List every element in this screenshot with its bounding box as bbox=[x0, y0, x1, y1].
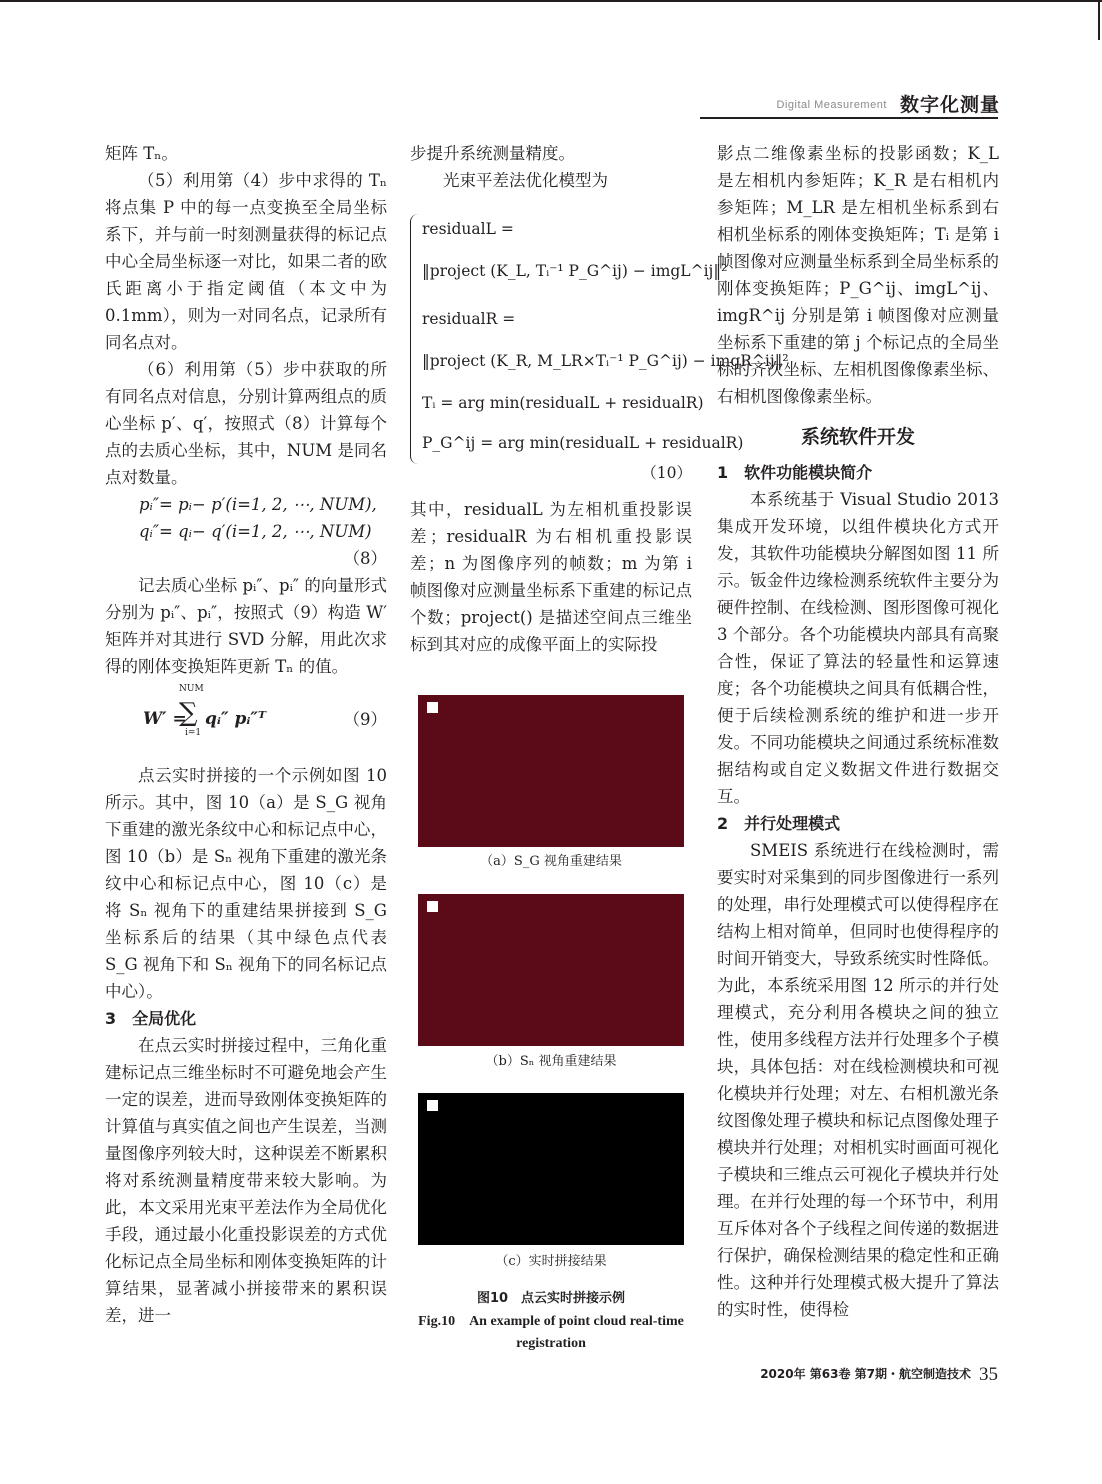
equation-10-line1: residualL = bbox=[422, 220, 514, 238]
paragraph-global-optimization: 在点云实时拼接过程中，三角化重建标记点三维坐标时不可避免地会产生一定的误差，进而导致刚体变换矩阵的计算值与真实值之间也产生误差，当测量图像序列较大时，这种误差不断累积将对系统测量精度带来较大影响。为此，本文采用光束平差法作为全局优化手段，通过最小化重投影误差的方式优化标记点全局坐标和刚体变换矩阵的计算结果，显著减小拼接带来的累积误差，进一 bbox=[105, 1036, 387, 1325]
equation-9-lhs: W′ = bbox=[143, 709, 187, 729]
running-header bbox=[700, 90, 1000, 118]
figure-10a-image bbox=[418, 695, 684, 847]
paragraph-parallel: SMEIS 系统进行在线检测时，需要实时对采集到的同步图像进行一系列的处理，串行处理模式可以使得程序在结构上相对简单，但同时也使得程序的时间开销变大，导致系统实时性降低。为此，本系统采用图 12 所示的并行处理模式，充分利用各模块之间的独立性，使用多线程方法并行处理多个子模块，具体包括：对在线检测模块和可视化模块并行处理；对左、右相机激光条纹图像处理子模块和标记点图像处理子模块并行处理；对相机实时画面可视化子模块和三维点云可视化子模块并行处理。在并行处理的每一个环节中，利用互斥体对各个子线程之间传递的数据进行保护，确保检测结果的稳定性和正确性。这种并行处理模式极大提升了算法的实时性，使得检 bbox=[717, 841, 999, 1319]
equation-8-number: （8） bbox=[343, 549, 387, 568]
column-left bbox=[105, 140, 387, 1329]
equation-8-line1: pᵢ″= pᵢ− p′(i=1, 2, ⋯, NUM), bbox=[139, 495, 377, 514]
column-middle bbox=[410, 140, 789, 658]
equation-10 bbox=[410, 208, 789, 482]
paragraph-modules: 本系统基于 Visual Studio 2013 集成开发环境，以组件模块化方式开发，其软件功能模块分解图如图 11 所示。钣金件边缘检测系统软件主要分为硬件控制、在线检测、图形图像可视化 3 个部分。各个功能模块内部具有高聚合性，保证了算法的轻量性和运算速度；各个功能模块之间具有低耦合性，便于后续检测系统的维护和进一步开发。不同功能模块之间通过系统标准数据结构或自定义数据文件进行数据交互。 bbox=[717, 490, 999, 806]
equation-10-brace bbox=[410, 214, 421, 464]
equation-10-number: （10） bbox=[641, 464, 692, 482]
paragraph-step5: （5）利用第（4）步中求得的 Tₙ 将点集 P 中的每一点变换至全局坐标系下，并与前一时刻测量获得的标记点中心全局坐标逐一对比，如果二者的欧氏距离小于指定阈值（本文中为 0.1mm），则为一对同名点，记录所有同名点对。 bbox=[105, 171, 387, 352]
header-chinese: 数字化测量 bbox=[899, 94, 1000, 116]
figure-10-title-chinese: 图10 点云实时拼接示例 bbox=[476, 1291, 626, 1306]
paragraph-symbol-definitions: 影点二维像素坐标的投影函数；K_L 是左相机内参矩阵；K_R 是右相机内参矩阵；M_LR 是左相机坐标系到右相机坐标系的刚体变换矩阵；Tᵢ 是第 i 帧图像对应测量坐标系到全局坐标系的刚体变换矩阵；P_G^ij、imgL^ij、imgR^ij 分别是第 i 帧图像对应测量坐标系下重建的第 j 个标记点的全局坐标的齐次坐标、左相机图像像素坐标、右相机图像像素坐标。 bbox=[717, 144, 999, 406]
equation-10-line2: ‖project (K_L, Tᵢ⁻¹ P_G^ij) − imgL^ij‖² bbox=[422, 262, 728, 280]
equation-10-line4: ‖project (K_R, M_LR×Tᵢ⁻¹ P_G^ij) − imgR^ij‖² bbox=[422, 352, 789, 370]
footer-issue: 2020年 第63卷 第7期・航空制造技术 bbox=[760, 1367, 971, 1381]
top-border-rule bbox=[0, 0, 1102, 2]
equation-9-sum-lower: i=1 bbox=[185, 728, 202, 738]
paragraph-example: 点云实时拼接的一个示例如图 10 所示。其中，图 10（a）是 S_G 视角下重建的激光条纹中心和标记点中心，图 10（b）是 Sₙ 视角下重建的激光条纹中心和标记点中心，图 10（c）是将 Sₙ 视角下的重建结果拼接到 S_G 坐标系后的结果（其中绿色点代表 S_G 视角下和 Sₙ 视角下的同名标记点中心）。 bbox=[105, 766, 387, 1001]
section-heading-software: 系统软件开发 bbox=[800, 426, 915, 448]
equation-9 bbox=[105, 684, 387, 750]
equation-9-number: （9） bbox=[343, 710, 387, 729]
paragraph-centroid: 记去质心坐标 pᵢ″、pᵢ″ 的向量形式分别为 pᵢ″、pᵢ″，按照式（9）构造 W′ 矩阵并对其进行 SVD 分解，用此次求得的刚体变换矩阵更新 Tₙ 的值。 bbox=[105, 576, 387, 676]
checkbox-marker-icon bbox=[427, 1100, 438, 1111]
checkbox-marker-icon bbox=[427, 702, 438, 713]
paragraph: 步提升系统测量精度。 bbox=[410, 144, 575, 163]
checkbox-marker-icon bbox=[427, 901, 438, 912]
figure-10b-image bbox=[418, 894, 684, 1046]
figure-10-title-english: Fig.10 An example of point cloud real-time registration bbox=[418, 1314, 684, 1351]
equation-10-line3: residualR = bbox=[422, 310, 516, 328]
header-rule bbox=[700, 117, 998, 119]
page-number: 35 bbox=[979, 1364, 998, 1385]
equation-8-line2: qᵢ″= qᵢ− q′(i=1, 2, ⋯, NUM) bbox=[139, 522, 372, 541]
paragraph-residual-definitions: 其中，residualL 为左相机重投影误差；residualR 为右相机重投影误差；n 为图像序列的帧数；m 为第 i 帧图像对应测量坐标系下重建的标记点个数；project() 是描述空间点三维坐标到其对应的成像平面上的实际投 bbox=[410, 500, 692, 654]
header-english: Digital Measurement bbox=[776, 99, 887, 111]
figure-10c-caption: （c）实时拼接结果 bbox=[495, 1254, 607, 1269]
paragraph-model-intro: 光束平差法优化模型为 bbox=[443, 171, 608, 190]
paragraph: 矩阵 Tₙ。 bbox=[105, 144, 178, 163]
running-footer bbox=[700, 1364, 998, 1386]
equation-9-rhs: qᵢ″ pᵢ″ᵀ bbox=[205, 709, 266, 729]
top-right-border bbox=[1098, 0, 1100, 40]
subsection-heading-modules: 1 软件功能模块简介 bbox=[717, 463, 873, 482]
equation-9-sum-upper: NUM bbox=[179, 684, 204, 694]
subsection-heading-parallel: 2 并行处理模式 bbox=[717, 814, 841, 833]
figure-10a-caption: （a）S_G 视角重建结果 bbox=[480, 854, 622, 869]
figure-10c-image bbox=[418, 1093, 684, 1245]
column-right bbox=[717, 140, 999, 1323]
equation-10-line6: P_G^ij = arg min(residualL + residualR) bbox=[422, 434, 744, 452]
section-heading-global-optimization: 3 全局优化 bbox=[105, 1009, 197, 1028]
equation-9-sum-symbol: ∑ bbox=[179, 698, 198, 728]
equation-10-line5: Tᵢ = arg min(residualL + residualR) bbox=[422, 394, 704, 412]
paragraph-step6: （6）利用第（5）步中获取的所有同名点对信息，分别计算两组点的质心坐标 p′、q′，按照式（8）计算每个点的去质心坐标，其中，NUM 是同名点对数量。 bbox=[105, 360, 387, 487]
figure-10b-caption: （b）Sₙ 视角重建结果 bbox=[485, 1054, 617, 1069]
